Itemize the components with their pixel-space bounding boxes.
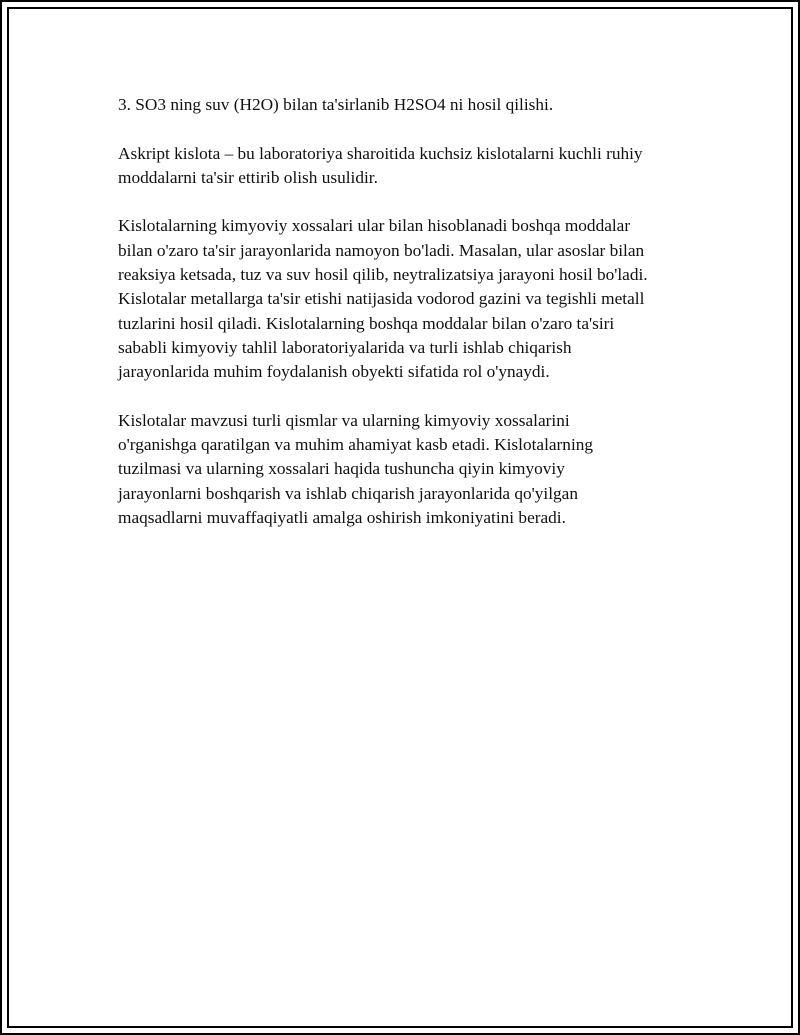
document-body — [118, 93, 708, 555]
paragraph-askript-kislota: Askript kislota – bu laboratoriya sharoitida kuchsiz kislotalarni kuchli ruhiy moddalarni ta'sir ettirib olish usulidir. — [118, 143, 643, 187]
paragraph-chemical-properties: Kislotalarning kimyoviy xossalari ular bilan hisoblanadi boshqa moddalar bilan o'zaro ta'sir jarayonlarida namoyon bo'ladi. Masalan, ular asoslar bilan reaksiya ketsada, tuz va suv hosil qilib, neytralizatsiya jarayoni hosil bo'ladi. Kislotalar metallarga ta'sir etishi natijasida vodorod gazini va tegishli metall tuzlarini hosil qiladi. Kislotalarning boshqa moddalar bilan o'zaro ta'siri sababli kimyoviy tahlil laboratoriyalarida va turli ishlab chiqarish jarayonlarida muhim foydalanish obyekti sifatida rol o'ynaydi. — [118, 216, 648, 382]
paragraph-reaction-step: 3. SO3 ning suv (H2O) bilan ta'sirlanib H2SO4 ni hosil qilishi. — [118, 95, 554, 114]
paragraph-topic-summary: Kislotalar mavzusi turli qismlar va ularning kimyoviy xossalarini o'rganishga qaratilgan va muhim ahamiyat kasb etadi. Kislotalarning tuzilmasi va ularning xossalari haqida tushuncha qiyin kimyoviy jarayonlarni boshqarish va ishlab chiqarish jarayonlarida qo'yilgan maqsadlarni muvaffaqiyatli amalga oshirish imkoniyatini beradi. — [118, 410, 594, 528]
